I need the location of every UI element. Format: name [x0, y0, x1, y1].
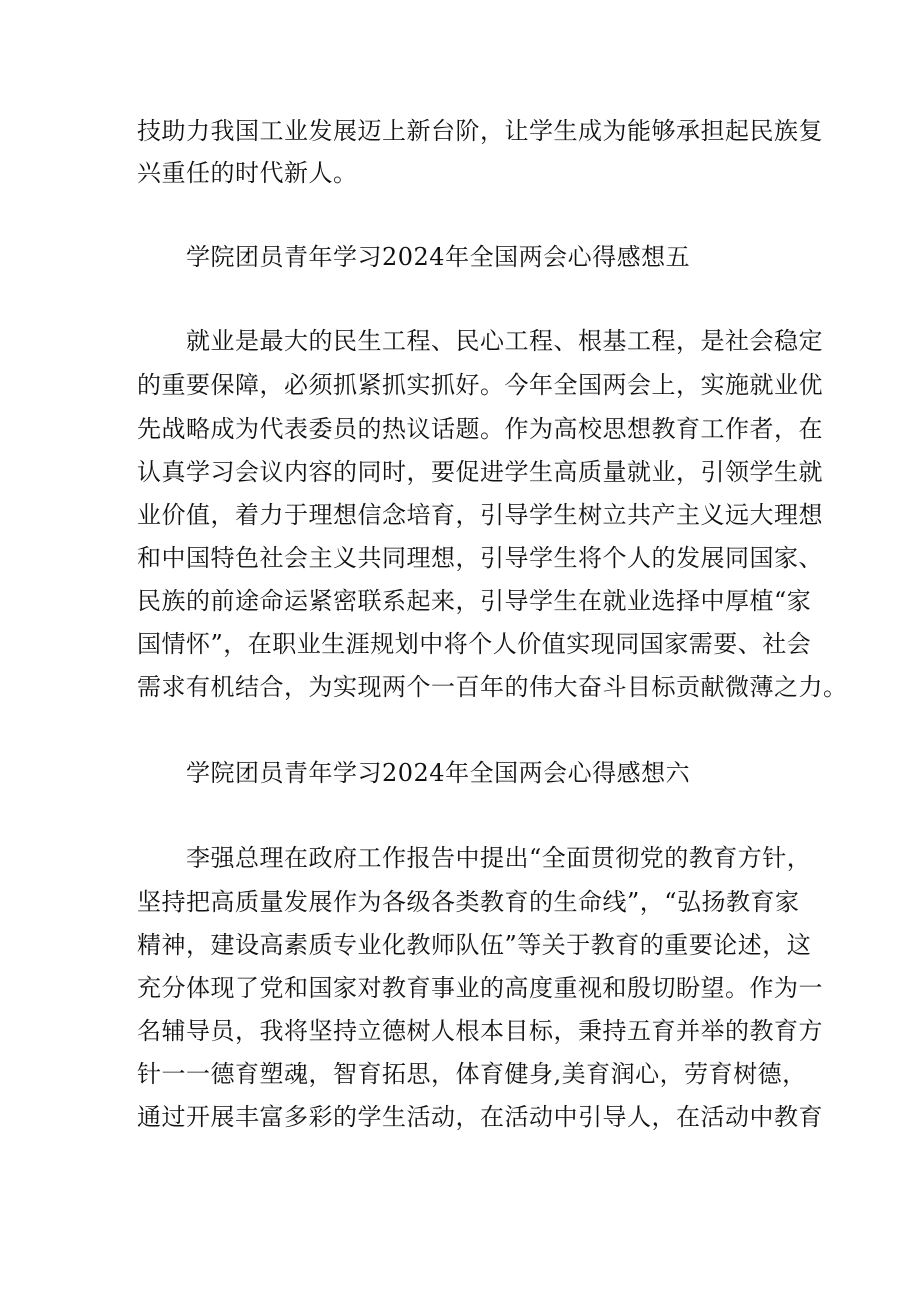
section-six-line-1: 李强总理在政府工作报告中提出“全面贯彻党的教育方针，	[186, 844, 812, 872]
section-five-line-3: 先战略成为代表委员的热议话题。作为高校思想教育工作者，在	[137, 415, 823, 443]
section-five-line-9: 需求有机结合，为实现两个一百年的伟大奋斗目标贡献微薄之力。	[137, 673, 848, 701]
section-six-heading: 学院团员青年学习2024年全国两会心得感想六	[186, 759, 691, 787]
section-six-line-2: 坚持把高质量发展作为各级各类教育的生命线”，“弘扬教育家	[137, 888, 800, 916]
section-five-line-2: 的重要保障，必须抓紧抓实抓好。今年全国两会上，实施就业优	[137, 371, 823, 399]
section-five-line-1: 就业是最大的民生工程、民心工程、根基工程，是社会稳定	[186, 327, 823, 355]
section-six-line-7: 通过开展丰富多彩的学生活动，在活动中引导人，在活动中教育	[137, 1103, 823, 1131]
section-five-line-5: 业价值，着力于理想信念培育，引导学生树立共产主义远大理想	[137, 501, 823, 529]
section-five-line-7: 民族的前途命运紧密联系起来，引导学生在就业选择中厚植“家	[137, 587, 812, 615]
intro-line-2: 兴重任的时代新人。	[137, 159, 358, 187]
section-six-line-5: 名辅导员，我将坚持立德树人根本目标，秉持五育并举的教育方	[137, 1017, 823, 1045]
section-six-line-6: 针一一德育塑魂，智育拓思，体育健身,美育润心，劳育树德，	[137, 1060, 807, 1088]
section-five-line-8: 国情怀”，在职业生涯规划中将个人价值实现同国家需要、社会	[137, 630, 812, 658]
intro-line-1: 技助力我国工业发展迈上新台阶，让学生成为能够承担起民族复	[137, 117, 823, 145]
section-five-line-6: 和中国特色社会主义共同理想，引导学生将个人的发展同国家、	[137, 544, 823, 572]
section-five-line-4: 认真学习会议内容的同时，要促进学生高质量就业，引领学生就	[137, 458, 823, 486]
section-six-line-4: 充分体现了党和国家对教育事业的高度重视和殷切盼望。作为一	[137, 974, 823, 1002]
section-five-heading: 学院团员青年学习2024年全国两会心得感想五	[186, 243, 691, 271]
section-six-line-3: 精神，建设高素质专业化教师队伍”等关于教育的重要论述，这	[137, 931, 812, 959]
